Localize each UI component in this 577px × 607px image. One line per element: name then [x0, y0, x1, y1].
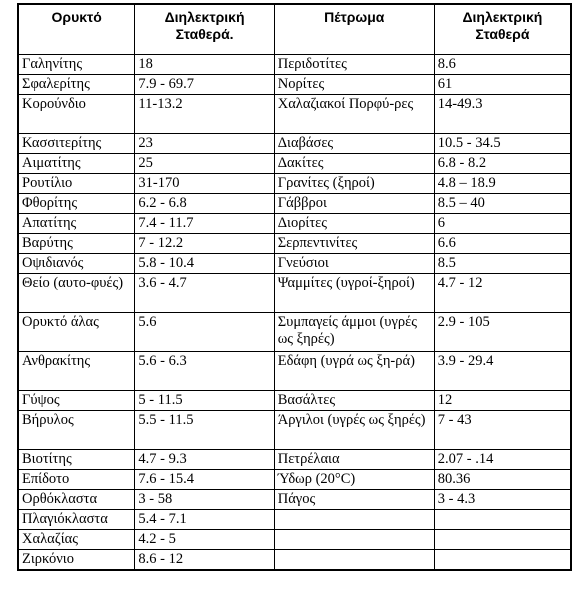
rock-cell: Χαλαζιακοί Πορφύ-ρες — [274, 95, 434, 134]
mineral-dielectric-cell: 7 - 12.2 — [135, 234, 274, 254]
mineral-cell: Σφαλερίτης — [19, 75, 135, 95]
rock-cell: Άργιλοι (υγρές ως ξηρές) — [274, 411, 434, 450]
rock-cell: Διορίτες — [274, 214, 434, 234]
rock-cell: Δακίτες — [274, 154, 434, 174]
rock-dielectric-cell: 2.9 - 105 — [434, 313, 570, 352]
table-row — [19, 352, 571, 391]
rock-cell: Γρανίτες (ξηροί) — [274, 174, 434, 194]
rock-cell: Βασάλτες — [274, 391, 434, 411]
rock-dielectric-cell: 3 - 4.3 — [434, 490, 570, 510]
mineral-dielectric-cell: 5.4 - 7.1 — [135, 510, 274, 530]
mineral-cell: Ανθρακίτης — [19, 352, 135, 391]
rock-dielectric-cell — [434, 530, 570, 550]
table-row — [19, 95, 571, 134]
mineral-dielectric-cell: 3.6 - 4.7 — [135, 274, 274, 313]
rock-cell: Πετρέλαια — [274, 450, 434, 470]
mineral-dielectric-cell: 5.6 — [135, 313, 274, 352]
table-row — [19, 490, 571, 510]
rock-cell: Περιδοτίτες — [274, 55, 434, 75]
header-rock-dielectric: Διηλεκτρική Σταθερά — [434, 5, 570, 55]
table-row — [19, 550, 571, 570]
table-row — [19, 254, 571, 274]
rock-dielectric-cell: 4.7 - 12 — [434, 274, 570, 313]
table-row — [19, 391, 571, 411]
rock-cell: Γνεύσιοι — [274, 254, 434, 274]
rock-dielectric-cell: 10.5 - 34.5 — [434, 134, 570, 154]
mineral-dielectric-cell: 4.7 - 9.3 — [135, 450, 274, 470]
mineral-dielectric-cell: 25 — [135, 154, 274, 174]
rock-cell: Εδάφη (υγρά ως ξη-ρά) — [274, 352, 434, 391]
mineral-cell: Επίδοτο — [19, 470, 135, 490]
rock-dielectric-cell: 2.07 - .14 — [434, 450, 570, 470]
rock-dielectric-cell: 7 - 43 — [434, 411, 570, 450]
mineral-dielectric-cell: 5.5 - 11.5 — [135, 411, 274, 450]
rock-dielectric-cell: 12 — [434, 391, 570, 411]
rock-cell: Νορίτες — [274, 75, 434, 95]
rock-dielectric-cell: 3.9 - 29.4 — [434, 352, 570, 391]
mineral-dielectric-cell: 4.2 - 5 — [135, 530, 274, 550]
mineral-dielectric-cell: 8.6 - 12 — [135, 550, 274, 570]
mineral-dielectric-cell: 5.6 - 6.3 — [135, 352, 274, 391]
table-row — [19, 274, 571, 313]
table-row — [19, 174, 571, 194]
mineral-cell: Φθορίτης — [19, 194, 135, 214]
table-row — [19, 154, 571, 174]
mineral-dielectric-cell: 5 - 11.5 — [135, 391, 274, 411]
table-header — [19, 5, 571, 55]
mineral-cell: Ζιρκόνιο — [19, 550, 135, 570]
rock-cell — [274, 510, 434, 530]
table-row — [19, 134, 571, 154]
mineral-cell: Απατίτης — [19, 214, 135, 234]
dielectric-constants-table — [18, 4, 571, 570]
header-row — [19, 5, 571, 55]
rock-dielectric-cell: 8.5 — [434, 254, 570, 274]
mineral-dielectric-cell: 23 — [135, 134, 274, 154]
rock-dielectric-cell — [434, 510, 570, 530]
rock-dielectric-cell: 8.5 – 40 — [434, 194, 570, 214]
mineral-dielectric-cell: 11-13.2 — [135, 95, 274, 134]
mineral-cell: Πλαγιόκλαστα — [19, 510, 135, 530]
rock-cell — [274, 550, 434, 570]
mineral-cell: Αιματίτης — [19, 154, 135, 174]
table-row — [19, 214, 571, 234]
rock-dielectric-cell: 80.36 — [434, 470, 570, 490]
rock-cell: Διαβάσες — [274, 134, 434, 154]
mineral-cell: Ορθόκλαστα — [19, 490, 135, 510]
mineral-dielectric-cell: 6.2 - 6.8 — [135, 194, 274, 214]
mineral-cell: Θείο (αυτο-φυές) — [19, 274, 135, 313]
rock-dielectric-cell: 6.8 - 8.2 — [434, 154, 570, 174]
rock-dielectric-cell: 14-49.3 — [434, 95, 570, 134]
rock-dielectric-cell: 6.6 — [434, 234, 570, 254]
header-mineral-dielectric: Διηλεκτρική Σταθερά. — [135, 5, 274, 55]
rock-cell: Ψαμμίτες (υγροί-ξηροί) — [274, 274, 434, 313]
table-row — [19, 510, 571, 530]
header-mineral: Ορυκτό — [19, 5, 135, 55]
table-row — [19, 450, 571, 470]
mineral-dielectric-cell: 5.8 - 10.4 — [135, 254, 274, 274]
table-row — [19, 313, 571, 352]
rock-dielectric-cell: 61 — [434, 75, 570, 95]
rock-cell — [274, 530, 434, 550]
mineral-cell: Βαρύτης — [19, 234, 135, 254]
mineral-dielectric-cell: 7.6 - 15.4 — [135, 470, 274, 490]
mineral-cell: Κορούνδιο — [19, 95, 135, 134]
rock-cell: Ύδωρ (20°C) — [274, 470, 434, 490]
mineral-cell: Γύψος — [19, 391, 135, 411]
mineral-dielectric-cell: 31-170 — [135, 174, 274, 194]
mineral-cell: Βήρυλος — [19, 411, 135, 450]
table-row — [19, 55, 571, 75]
mineral-cell: Οψιδιανός — [19, 254, 135, 274]
rock-dielectric-cell: 4.8 – 18.9 — [434, 174, 570, 194]
table-row — [19, 411, 571, 450]
rock-cell: Πάγος — [274, 490, 434, 510]
rock-cell: Συμπαγείς άμμοι (υγρές ως ξηρές) — [274, 313, 434, 352]
rock-dielectric-cell — [434, 550, 570, 570]
rock-cell: Γάββροι — [274, 194, 434, 214]
table-row — [19, 194, 571, 214]
table-row — [19, 75, 571, 95]
mineral-dielectric-cell: 18 — [135, 55, 274, 75]
mineral-dielectric-cell: 7.4 - 11.7 — [135, 214, 274, 234]
table-body — [19, 55, 571, 570]
mineral-cell: Γαληνίτης — [19, 55, 135, 75]
mineral-dielectric-cell: 3 - 58 — [135, 490, 274, 510]
mineral-cell: Χαλαζίας — [19, 530, 135, 550]
rock-cell: Σερπεντινίτες — [274, 234, 434, 254]
table-row — [19, 470, 571, 490]
rock-dielectric-cell: 6 — [434, 214, 570, 234]
table-row — [19, 530, 571, 550]
mineral-cell: Βιοτίτης — [19, 450, 135, 470]
mineral-cell: Κασσιτερίτης — [19, 134, 135, 154]
mineral-cell: Ρουτίλιο — [19, 174, 135, 194]
mineral-cell: Ορυκτό άλας — [19, 313, 135, 352]
rock-dielectric-cell: 8.6 — [434, 55, 570, 75]
table-row — [19, 234, 571, 254]
mineral-dielectric-cell: 7.9 - 69.7 — [135, 75, 274, 95]
header-rock: Πέτρωμα — [274, 5, 434, 55]
